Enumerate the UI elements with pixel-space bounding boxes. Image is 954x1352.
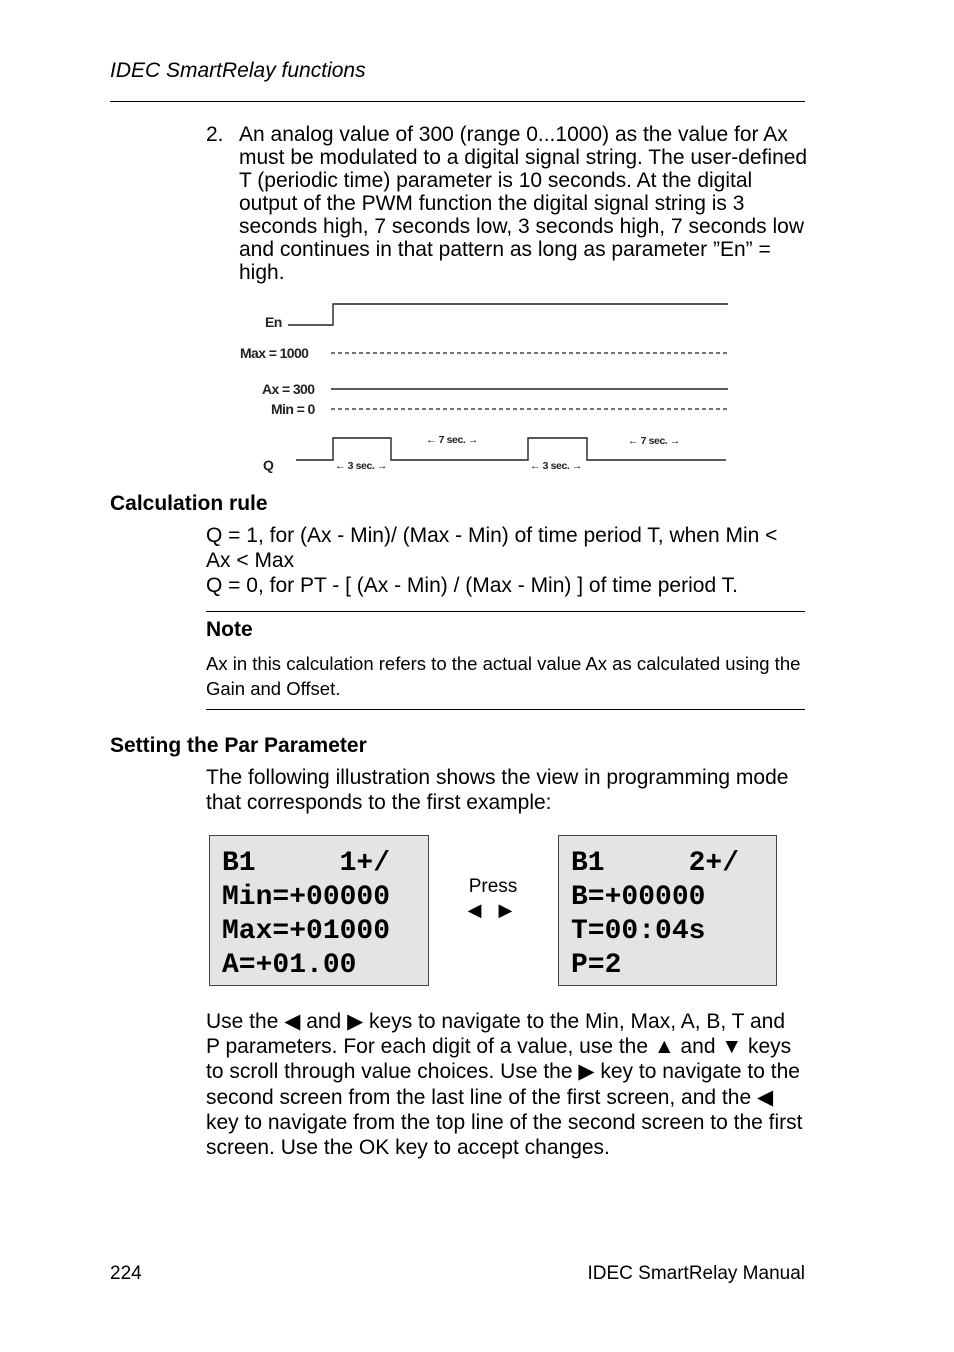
note-divider-bottom	[206, 709, 805, 710]
diagram-label-en: En	[265, 314, 282, 330]
navigation-instructions: Use the ◀ and ▶ keys to navigate to the Min, Max, A, B, T and P parameters. For each digit of a value, use the ▲ and ▼ keys to scroll through value choices. Use the ▶ key to navigate to the second screen from the last line of the first screen, and the ◀ key to navigate from the top line of the second screen to the first screen. Use the OK key to accept changes.	[206, 1010, 803, 1160]
par-parameter-intro: The following illustration shows the view in programming mode that corresponds to the first example:	[206, 766, 789, 814]
lcd-screen-2-line-4: P=2	[571, 950, 622, 981]
lcd-screen-1-line-1: B1 1+/	[222, 848, 391, 879]
lcd-screen-1-line-4: A=+01.00	[222, 950, 357, 981]
calculation-rule-q1: Q = 1, for (Ax - Min)/ (Max - Min) of time period T, when Min < Ax < Max	[206, 524, 778, 572]
annotation-high-1: ← 3 sec. →	[335, 460, 388, 472]
example-number: 2.	[206, 123, 224, 146]
lcd-screen-1-line-3: Max=+01000	[222, 916, 391, 947]
note-divider-top	[206, 611, 805, 612]
diagram-label-q: Q	[263, 457, 274, 473]
annotation-high-2: ← 3 sec. →	[530, 460, 583, 472]
annotation-low-1: ← 7 sec. →	[426, 434, 479, 446]
press-label: Press	[468, 876, 518, 897]
header-divider	[110, 101, 805, 102]
example-text: An analog value of 300 (range 0...1000) as the value for Ax must be modulated to a digital signal string. The user-defined T (periodic time) parameter is 10 seconds. At the digital output of the PWM function the digital signal string is 3 seconds high, 7 seconds low, 3 seconds high, 7 seconds low and continues in that pattern as long as parameter ”En” = high.	[239, 123, 808, 284]
en-signal-line	[288, 304, 728, 325]
lcd-screen-1	[209, 835, 429, 986]
lcd-screen-2-line-1: B1 2+/	[571, 848, 740, 879]
lcd-screen-2-line-2: B=+00000	[571, 882, 706, 913]
diagram-label-max: Max = 1000	[240, 345, 309, 361]
page-number: 224	[110, 1263, 142, 1284]
lcd-screen-2	[558, 835, 777, 986]
note-heading: Note	[206, 618, 253, 641]
calculation-rule-q0: Q = 0, for PT - [ (Ax - Min) / (Max - Min) ] of time period T.	[206, 574, 738, 597]
diagram-label-min: Min = 0	[271, 401, 315, 417]
diagram-label-ax: Ax = 300	[262, 381, 315, 397]
calculation-rule-heading: Calculation rule	[110, 492, 268, 515]
pwm-timing-diagram	[236, 296, 736, 476]
annotation-low-2: ← 7 sec. →	[628, 435, 681, 447]
page-header-title: IDEC SmartRelay functions	[110, 59, 366, 82]
arrow-keys-icon: ◀ ▶	[467, 900, 519, 920]
note-text: Ax in this calculation refers to the actual value Ax as calculated using the Gain and Offset.	[206, 653, 801, 699]
manual-title: IDEC SmartRelay Manual	[587, 1263, 805, 1284]
lcd-screen-1-line-2: Min=+00000	[222, 882, 391, 913]
lcd-screen-2-line-3: T=00:04s	[571, 916, 706, 947]
par-parameter-heading: Setting the Par Parameter	[110, 734, 367, 757]
